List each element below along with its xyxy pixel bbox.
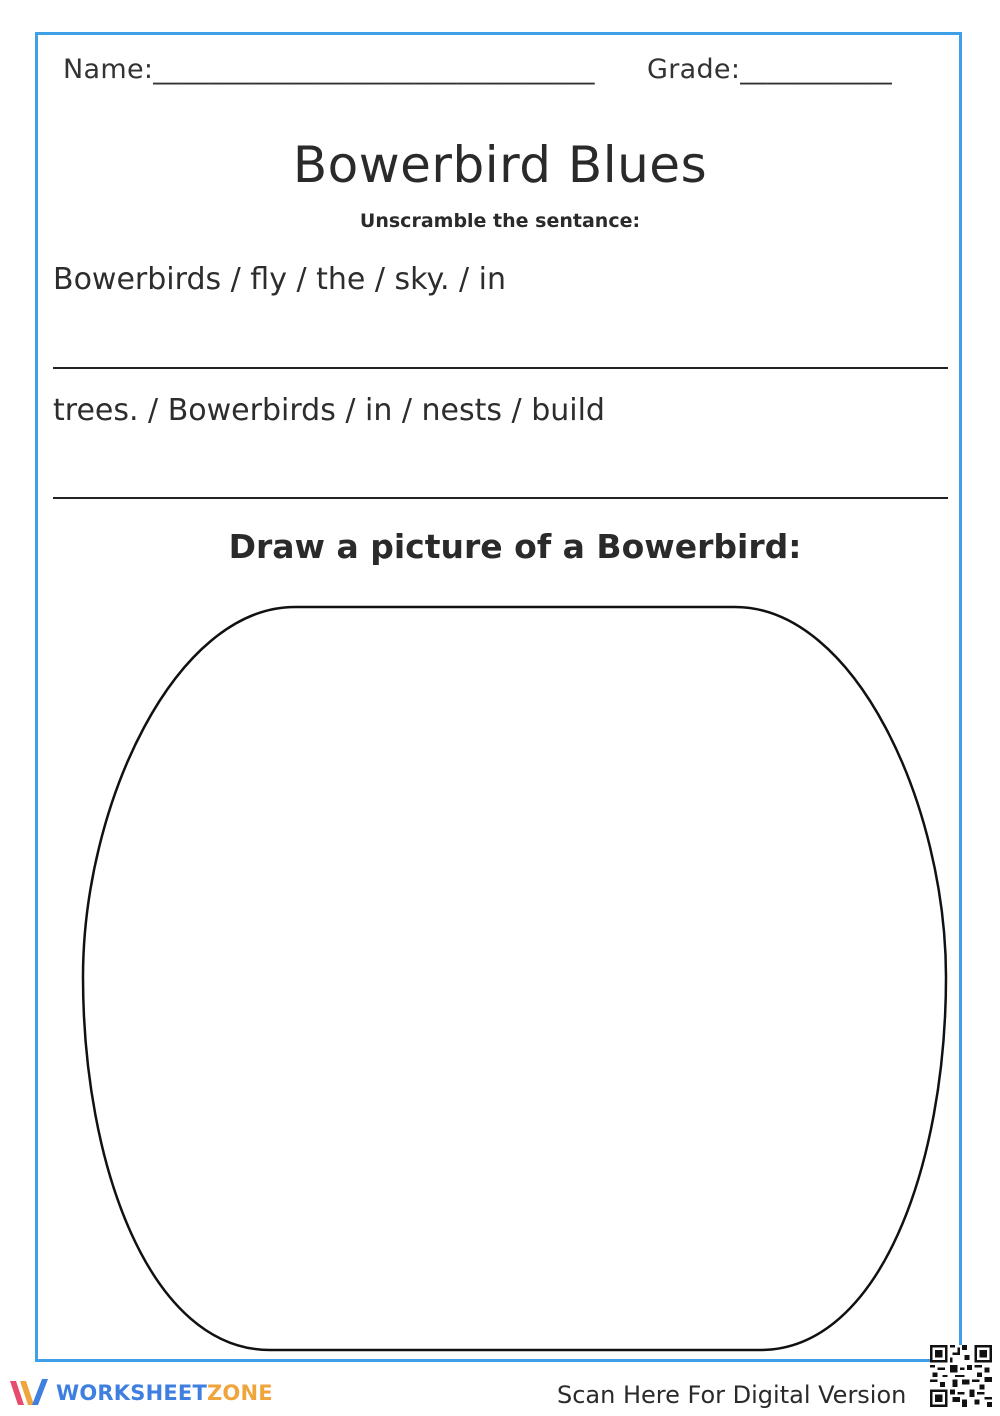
scan-instruction: Scan Here For Digital Version	[557, 1381, 907, 1409]
qr-code-icon[interactable]	[930, 1345, 992, 1407]
worksheetzone-logo	[8, 1377, 273, 1409]
logo-w-icon	[8, 1377, 50, 1409]
logo-text-zone: ZONE	[206, 1381, 273, 1405]
scrambled-sentence-2: trees. / Bowerbirds / in / nests / build	[53, 393, 605, 428]
worksheet-title: Bowerbird Blues	[292, 136, 708, 194]
grade-field-label: Grade:___________	[647, 54, 893, 85]
draw-prompt: Draw a picture of a Bowerbird:	[228, 527, 802, 566]
drawing-area	[80, 605, 950, 1355]
instruction-text: Unscramble the sentance:	[359, 210, 641, 232]
name-field-label: Name:________________________________	[63, 54, 595, 85]
answer-line-1	[53, 367, 948, 369]
logo-text-worksheet: WORKSHEET	[56, 1381, 207, 1405]
scrambled-sentence-1: Bowerbirds / fly / the / sky. / in	[53, 262, 507, 297]
answer-line-2	[53, 497, 948, 499]
